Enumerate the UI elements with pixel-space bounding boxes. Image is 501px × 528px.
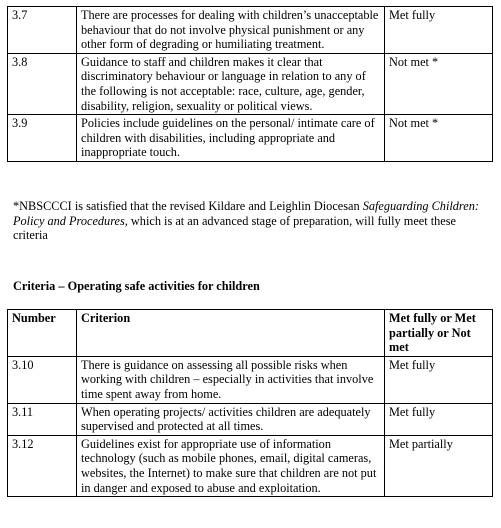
criterion-text: Policies include guidelines on the personal/ intimate care of children with disabilities, including appropriate and inappropriate touch. (77, 115, 385, 162)
criterion-text: Guidance to staff and children makes it clear that discriminatory behaviour or language in relation to any of the following is not acceptable: race, culture, age, gender, disability, religion, sexuality or political views. (77, 53, 385, 114)
column-header-status: Met fully or Met partially or Not met (385, 310, 493, 357)
criterion-number: 3.10 (8, 356, 77, 403)
table-row (8, 403, 493, 435)
criterion-status: Not met * (385, 53, 493, 114)
footnote-prefix: *NBSCCCI is satisfied that the revised Kildare and Leighlin Diocesan (13, 199, 363, 213)
table-row (8, 435, 493, 496)
criterion-text: When operating projects/ activities children are adequately supervised and protected at all times. (77, 403, 385, 435)
footnote-suffix: , which is at an advanced stage of preparation, will fully meet these criteria (13, 213, 456, 243)
criteria-table-safe-activities (7, 309, 493, 497)
criterion-number: 3.11 (8, 403, 77, 435)
criterion-number: 3.12 (8, 435, 77, 496)
criterion-text: There is guidance on assessing all possible risks when working with children – especially in activities that involve time spent away from home. (77, 356, 385, 403)
table-row (8, 53, 493, 114)
criterion-number: 3.7 (8, 7, 77, 54)
policy-title: Safeguarding Children: Policy and Procedures (13, 199, 479, 228)
criterion-number: 3.8 (8, 53, 77, 114)
criteria-table-behaviour (7, 6, 493, 162)
table-row (8, 356, 493, 403)
table-row (8, 115, 493, 162)
criterion-status: Met fully (385, 403, 493, 435)
section-heading: Criteria – Operating safe activities for children (13, 279, 260, 293)
footnote (13, 199, 493, 243)
column-header-criterion: Criterion (77, 310, 385, 357)
criterion-status: Met partially (385, 435, 493, 496)
table-row (8, 7, 493, 54)
criterion-status: Met fully (385, 356, 493, 403)
criterion-text: Guidelines exist for appropriate use of information technology (such as mobile phones, email, digital cameras, websites, the Internet) to make sure that children are not put in danger and exposed to abuse and exploitation. (77, 435, 385, 496)
column-header-number: Number (8, 310, 77, 357)
table-header-row (8, 310, 493, 357)
criterion-status: Met fully (385, 7, 493, 54)
criterion-number: 3.9 (8, 115, 77, 162)
criterion-text: There are processes for dealing with children’s unacceptable behaviour that do not involve physical punishment or any other form of degrading or humiliating treatment. (77, 7, 385, 54)
criterion-status: Not met * (385, 115, 493, 162)
